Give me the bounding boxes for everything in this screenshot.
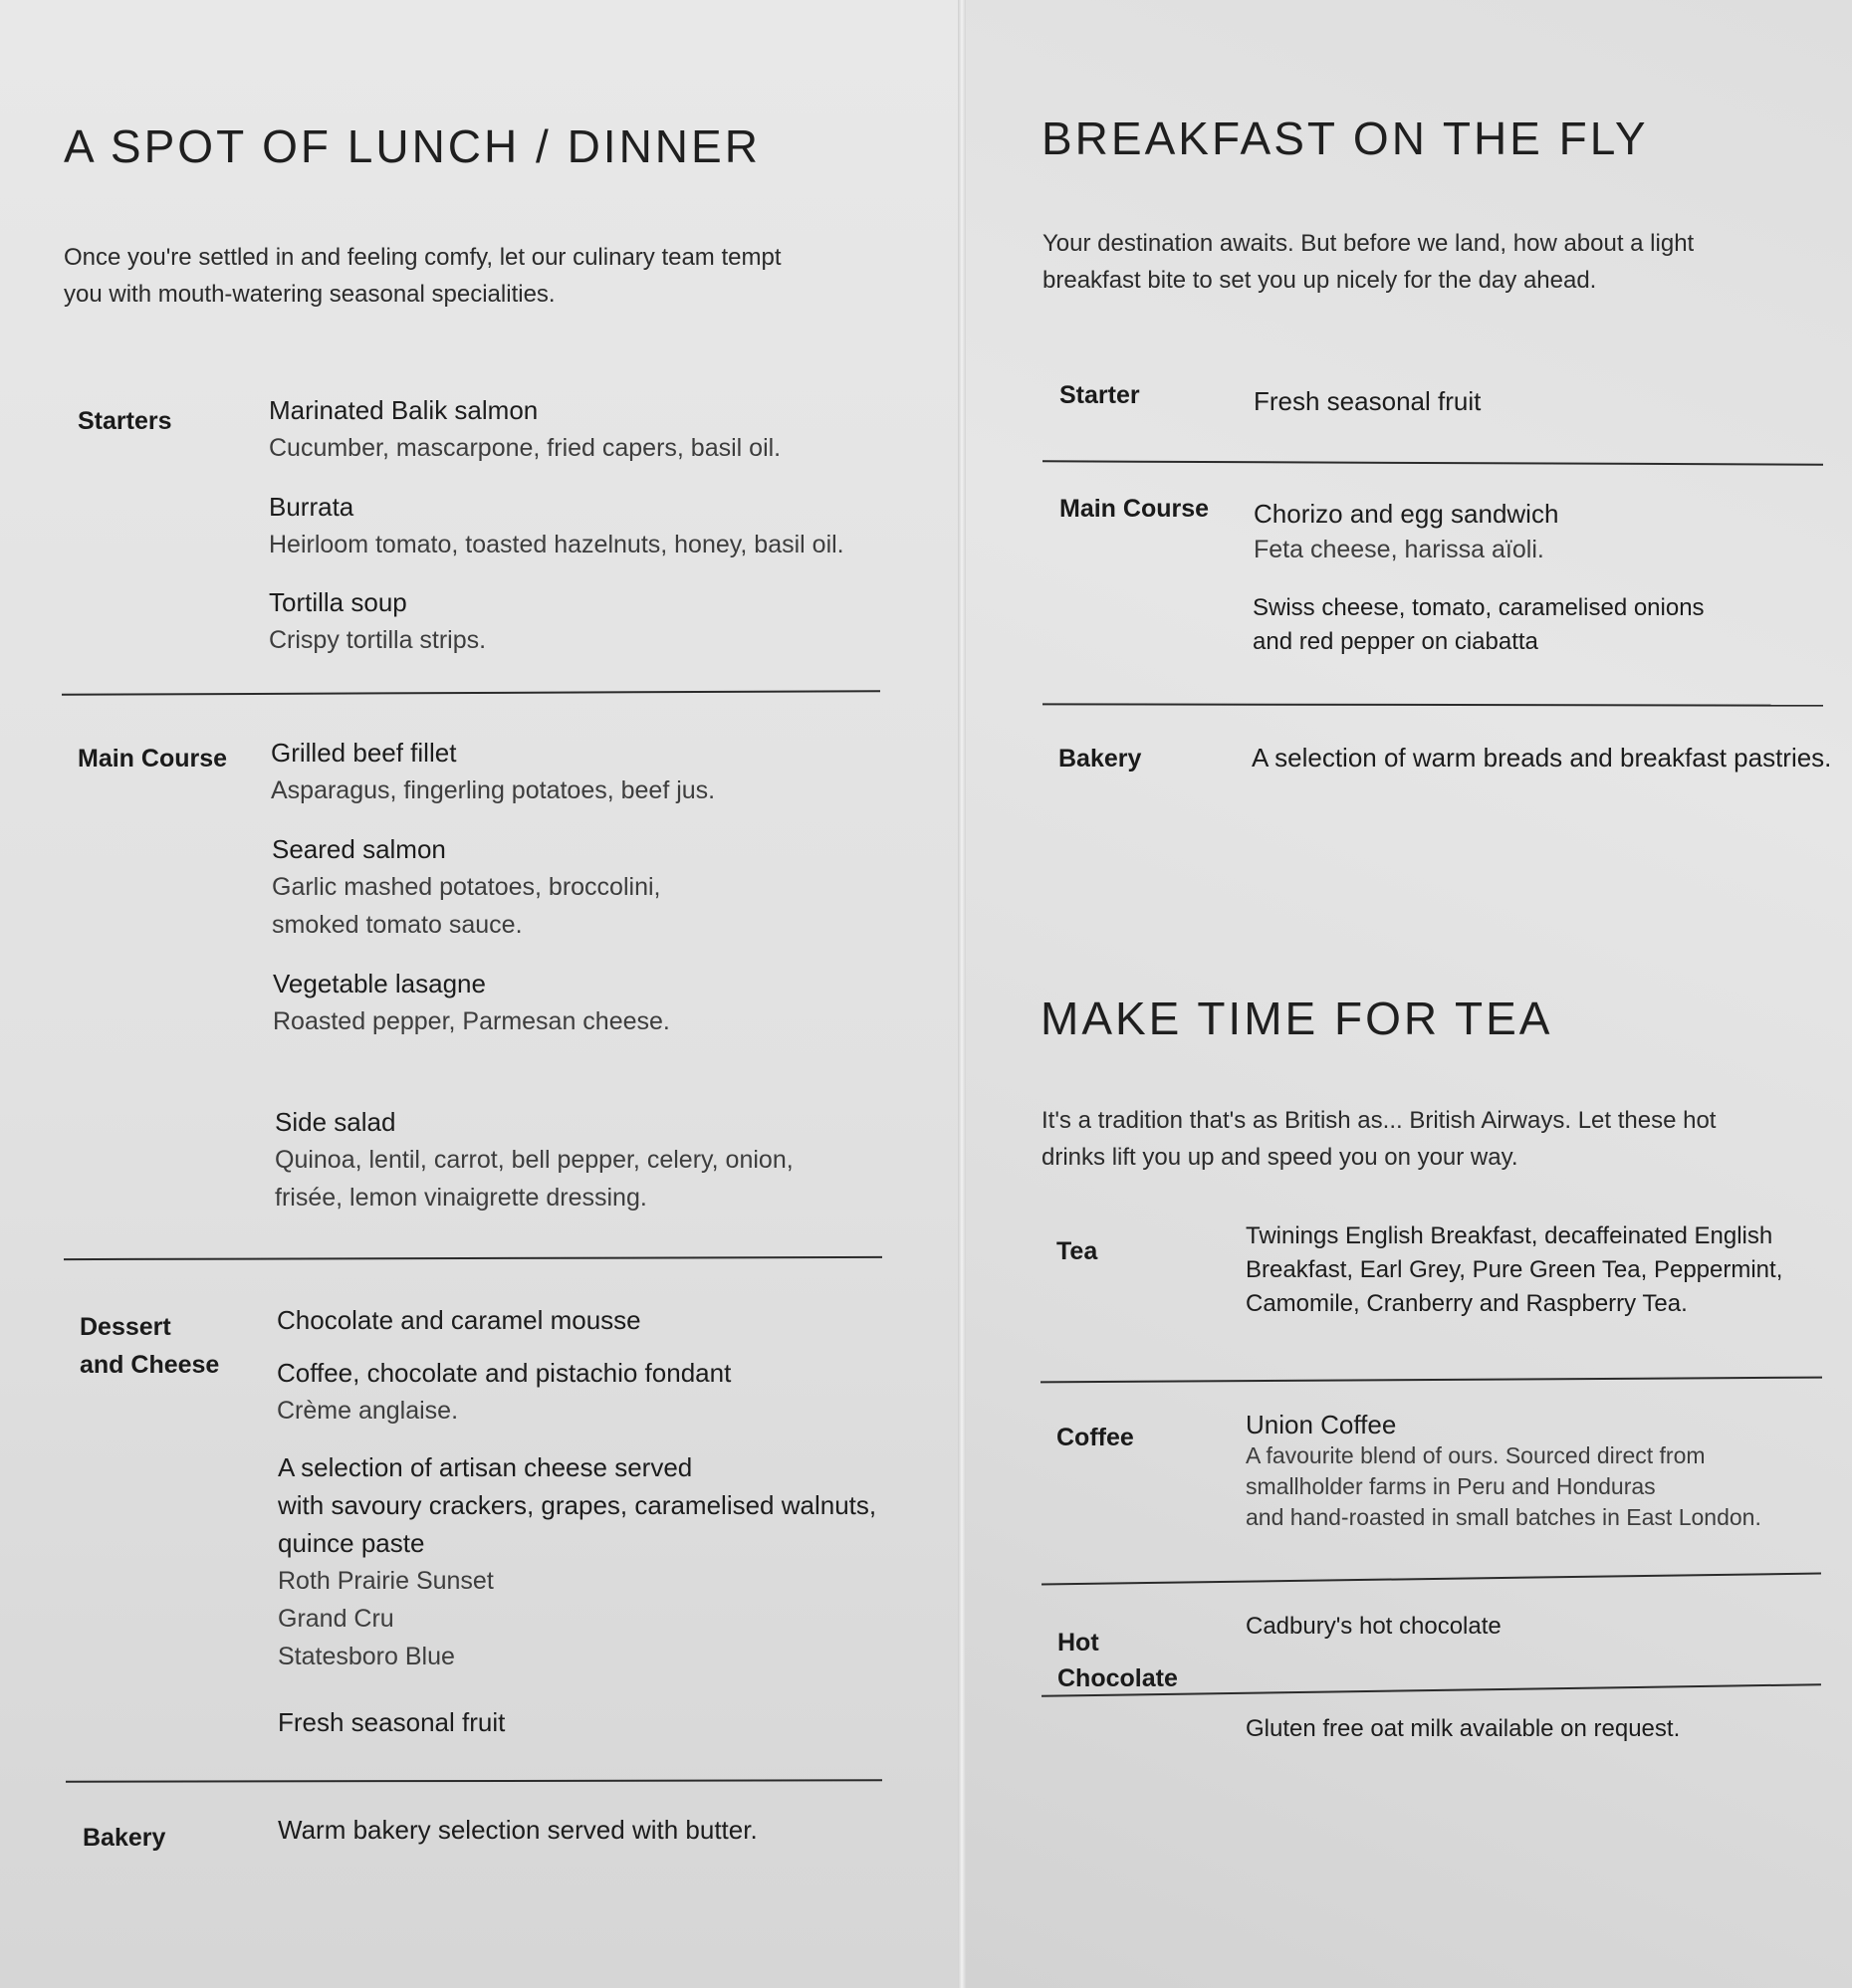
- dish-name: Fresh seasonal fruit: [278, 1707, 506, 1737]
- menu-item: [278, 1448, 876, 1675]
- dish-name: Seared salmon: [272, 834, 446, 864]
- dish-name: Burrata: [269, 492, 354, 522]
- menu-item: [277, 1301, 641, 1339]
- category-tea: [1056, 1232, 1097, 1270]
- category-label: Bakery: [1058, 745, 1142, 773]
- menu-item: [271, 734, 715, 809]
- dish-name: Union Coffee: [1246, 1410, 1397, 1439]
- dish-description: Feta cheese, harissa aïoli.: [1254, 536, 1544, 563]
- dish-name: Twinings English Breakfast, decaffeinated English: [1246, 1222, 1773, 1249]
- note-text: Gluten free oat milk available on request.: [1246, 1715, 1681, 1742]
- category-dessert-cheese: [80, 1308, 219, 1384]
- category-starters: [78, 402, 172, 440]
- cheese-name: Roth Prairie Sunset: [278, 1567, 494, 1595]
- dish-description: Crème anglaise.: [277, 1397, 459, 1425]
- menu-item: [1246, 1219, 1782, 1321]
- category-label: Chocolate: [1057, 1664, 1178, 1692]
- category-label: Main Course: [1059, 495, 1210, 523]
- intro-line: Once you're settled in and feeling comfy, let our culinary team tempt: [64, 244, 782, 271]
- intro-line: drinks lift you up and speed you on your way.: [1042, 1144, 1518, 1171]
- menu-item: [277, 1354, 731, 1430]
- menu-item: [1246, 1410, 1761, 1533]
- dish-name: Camomile, Cranberry and Raspberry Tea.: [1246, 1290, 1688, 1317]
- lunch-dinner-intro: [64, 239, 782, 313]
- category-bakery: [1058, 740, 1141, 777]
- menu-item: [1254, 382, 1481, 420]
- dish-name: A selection of artisan cheese served: [278, 1452, 693, 1482]
- menu-item: [275, 1103, 794, 1216]
- category-main-course: [1059, 490, 1209, 528]
- dish-description: A favourite blend of ours. Sourced direct from: [1246, 1442, 1706, 1468]
- dish-name: quince paste: [278, 1528, 425, 1558]
- tea-intro: [1042, 1102, 1716, 1176]
- category-main-course: [78, 740, 227, 777]
- category-label: and Cheese: [80, 1351, 220, 1379]
- category-label: Coffee: [1056, 1424, 1134, 1451]
- category-label: Hot: [1057, 1629, 1099, 1657]
- menu-item: [278, 1811, 758, 1849]
- dish-name: Vegetable lasagne: [273, 969, 486, 998]
- menu-item: [1246, 1610, 1502, 1644]
- dish-name: Breakfast, Earl Grey, Pure Green Tea, Peppermint,: [1246, 1256, 1783, 1283]
- dish-name: Chocolate and caramel mousse: [277, 1305, 641, 1335]
- menu-item: [1254, 495, 1558, 566]
- intro-line: Your destination awaits. But before we land, how about a light: [1042, 230, 1695, 257]
- dish-name: Chorizo and egg sandwich: [1254, 499, 1559, 529]
- dish-description: Asparagus, fingerling potatoes, beef jus.: [271, 776, 716, 804]
- dish-description: smallholder farms in Peru and Honduras: [1246, 1473, 1656, 1499]
- page-fold: [958, 0, 966, 1988]
- dish-name: Coffee, chocolate and pistachio fondant: [277, 1358, 732, 1388]
- category-label: Starter: [1059, 381, 1140, 409]
- dish-description: frisée, lemon vinaigrette dressing.: [275, 1184, 647, 1212]
- dish-name: Cadbury's hot chocolate: [1246, 1613, 1502, 1640]
- category-label: Tea: [1056, 1237, 1098, 1265]
- intro-line: It's a tradition that's as British as... British Airways. Let these hot: [1042, 1107, 1717, 1134]
- dish-description: Crispy tortilla strips.: [269, 626, 487, 654]
- dish-name: and red pepper on ciabatta: [1253, 628, 1538, 655]
- category-bakery: [83, 1819, 165, 1857]
- dish-name: A selection of warm breads and breakfast pastries.: [1252, 743, 1832, 773]
- category-coffee: [1056, 1419, 1134, 1456]
- dish-description: Cucumber, mascarpone, fried capers, basil oil.: [269, 434, 782, 462]
- dish-description: Heirloom tomato, toasted hazelnuts, honey, basil oil.: [269, 531, 844, 558]
- intro-line: breakfast bite to set you up nicely for the day ahead.: [1042, 267, 1597, 294]
- dish-name: Marinated Balik salmon: [269, 395, 539, 425]
- cheese-name: Statesboro Blue: [278, 1643, 455, 1670]
- menu-item: [272, 830, 660, 944]
- menu-item: [269, 583, 486, 659]
- dish-description: smoked tomato sauce.: [272, 911, 523, 939]
- dish-name: Swiss cheese, tomato, caramelised onions: [1253, 594, 1705, 621]
- dish-description: Garlic mashed potatoes, broccolini,: [272, 873, 661, 901]
- category-hot-chocolate: [1057, 1625, 1178, 1696]
- menu-item: [278, 1703, 505, 1741]
- dish-name: Fresh seasonal fruit: [1254, 386, 1482, 416]
- dish-description: Quinoa, lentil, carrot, bell pepper, celery, onion,: [275, 1146, 794, 1174]
- menu-note: [1246, 1712, 1680, 1746]
- menu-item: [269, 488, 844, 563]
- menu-item: [1253, 591, 1705, 659]
- tea-title: MAKE TIME FOR TEA: [1041, 993, 1553, 1044]
- dish-description: Roasted pepper, Parmesan cheese.: [273, 1007, 670, 1035]
- dish-name: Warm bakery selection served with butter.: [278, 1815, 758, 1845]
- dish-name: Tortilla soup: [269, 587, 407, 617]
- category-label: Starters: [78, 407, 172, 435]
- menu-item: [273, 965, 670, 1040]
- intro-line: you with mouth-watering seasonal specialities.: [64, 281, 556, 308]
- category-label: Main Course: [78, 745, 228, 773]
- cheese-name: Grand Cru: [278, 1605, 394, 1633]
- lunch-dinner-title: A SPOT OF LUNCH / DINNER: [64, 120, 761, 172]
- category-label: Bakery: [83, 1824, 166, 1852]
- category-label: Dessert: [80, 1313, 171, 1341]
- dish-name: with savoury crackers, grapes, caramelised walnuts,: [278, 1490, 877, 1520]
- dish-description: and hand-roasted in small batches in East London.: [1246, 1504, 1761, 1530]
- category-starter: [1059, 376, 1140, 414]
- breakfast-title: BREAKFAST ON THE FLY: [1042, 112, 1649, 164]
- menu-item: [269, 391, 781, 467]
- breakfast-intro: [1042, 225, 1694, 299]
- dish-name: Side salad: [275, 1107, 396, 1137]
- dish-name: Grilled beef fillet: [271, 738, 457, 768]
- menu-item: [1252, 739, 1831, 776]
